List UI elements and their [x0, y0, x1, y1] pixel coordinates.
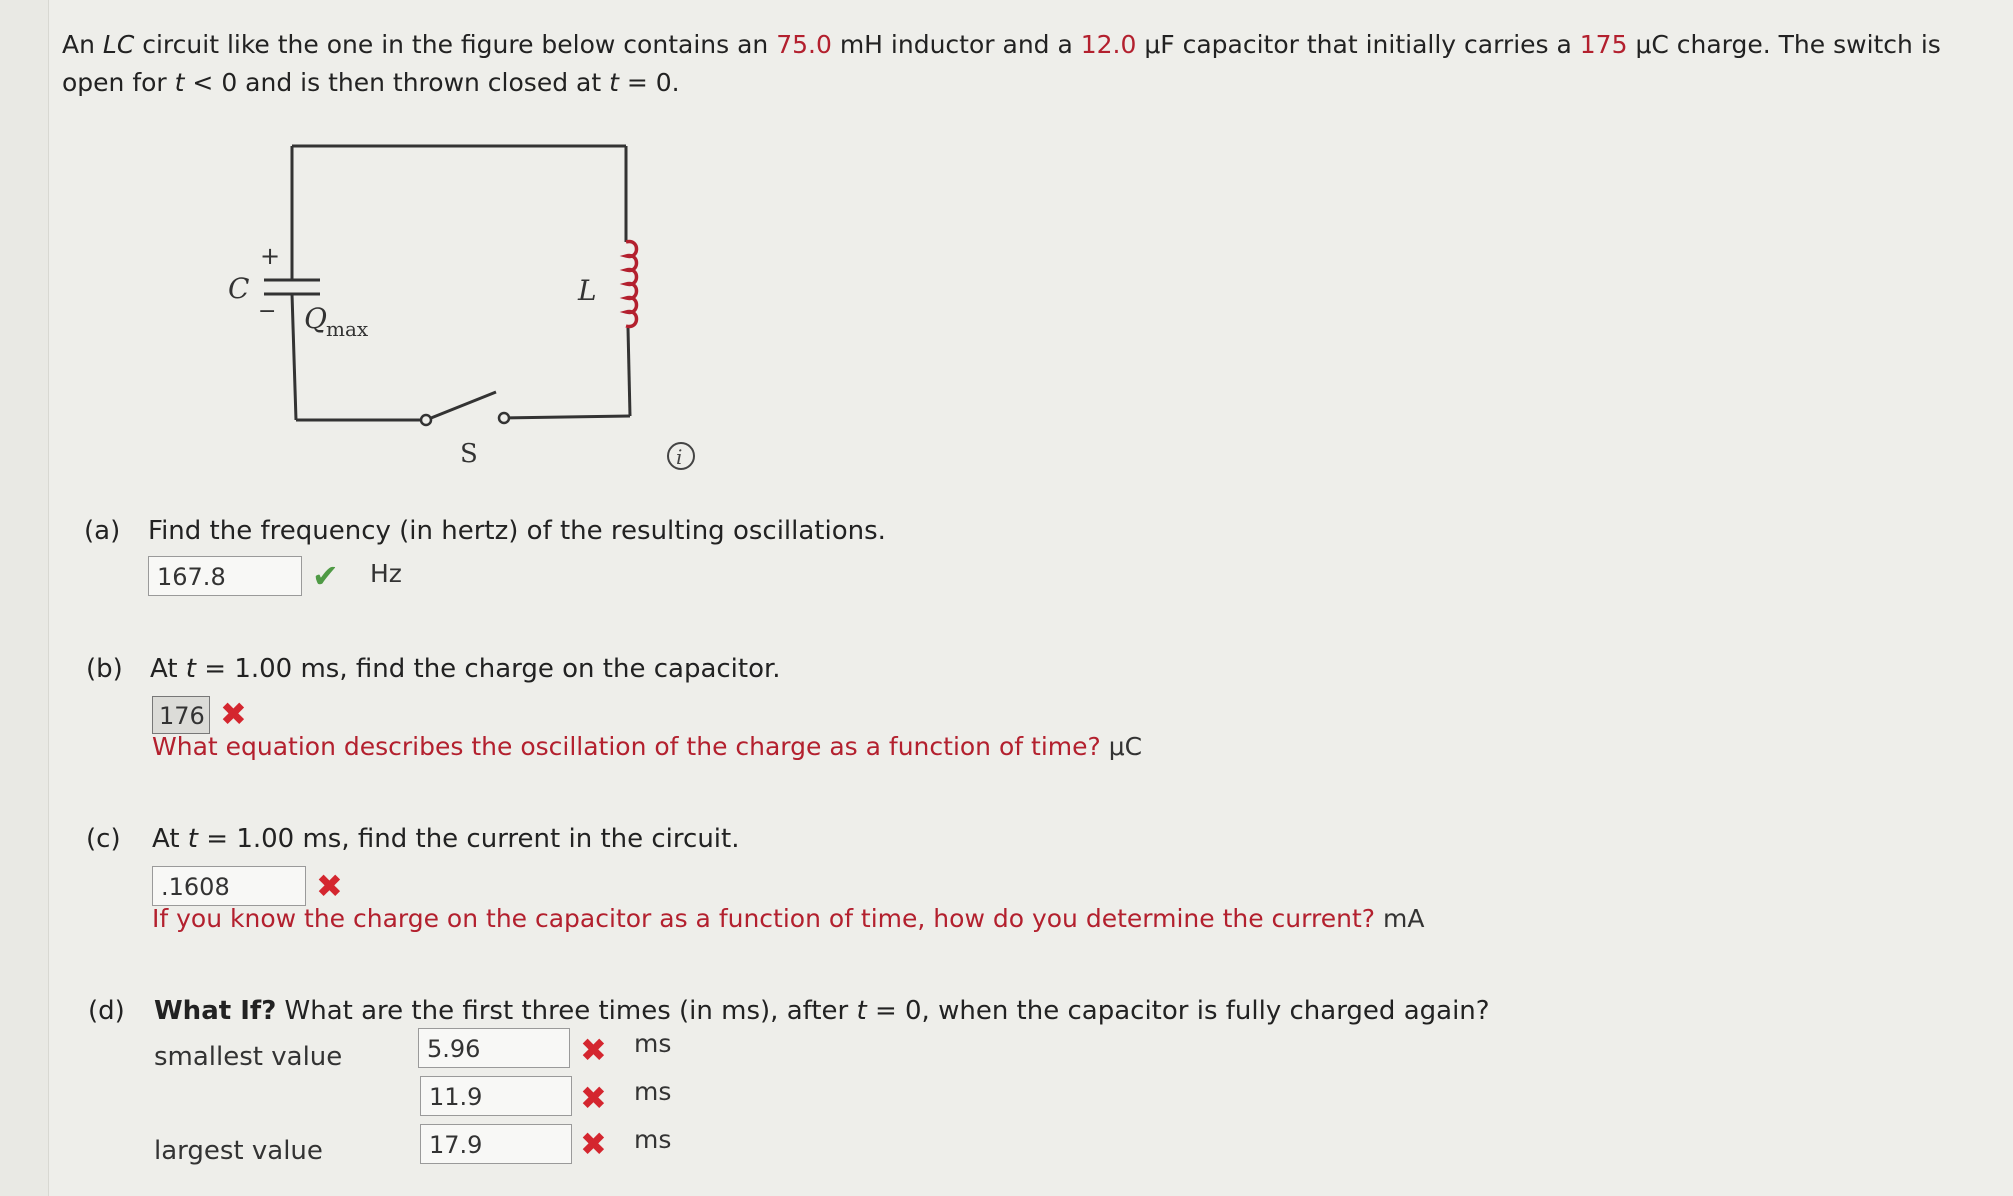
switch-label: S — [460, 439, 478, 469]
part-a-answer-input[interactable]: 167.8 — [148, 556, 302, 596]
minus-sign: − — [258, 299, 277, 324]
info-icon[interactable] — [668, 443, 694, 469]
problem-text: μF capacitor that initially carries a — [1136, 30, 1580, 59]
part-b-hint: What equation describes the oscillation of the charge as a function of time? μC — [152, 732, 1143, 761]
part-d-answer-1[interactable]: 5.96 — [418, 1028, 570, 1068]
part-a-question: Find the frequency (in hertz) of the resulting oscillations. — [148, 516, 886, 546]
problem-t: t — [609, 68, 619, 97]
incorrect-icon: ✖ — [316, 867, 343, 905]
part-d-unit-2: ms — [634, 1077, 672, 1106]
part-c-hint: If you know the charge on the capacitor as a function of time, how do you determine the current? mA — [152, 904, 1425, 933]
qmax-label: Q — [304, 302, 327, 335]
part-d-answer-2[interactable]: 11.9 — [420, 1076, 572, 1116]
row-label-smallest: smallest value — [154, 1042, 343, 1072]
circuit-figure — [220, 132, 700, 492]
charge-value: 175 — [1579, 30, 1628, 59]
part-b-unit: μC — [1108, 732, 1143, 761]
capacitance-value: 12.0 — [1080, 30, 1137, 59]
part-c-answer-input[interactable]: .1608 — [152, 866, 306, 906]
part-b-letter: (b) — [86, 654, 123, 684]
incorrect-icon: ✖ — [580, 1079, 607, 1117]
problem-statement — [62, 26, 1982, 102]
part-c-unit: mA — [1382, 904, 1425, 933]
inductor-label: L — [578, 274, 597, 307]
part-d-unit-3: ms — [634, 1125, 672, 1154]
capacitor-label: C — [228, 272, 250, 305]
part-c-question: At t = 1.00 ms, find the current in the circuit. — [152, 824, 740, 854]
part-a-unit: Hz — [370, 559, 402, 588]
incorrect-icon: ✖ — [220, 695, 247, 733]
qmax-subscript: max — [326, 317, 369, 341]
problem-t: t — [174, 68, 185, 97]
check-icon: ✔ — [312, 557, 339, 595]
problem-text: circuit like the one in the figure below contains an — [134, 30, 777, 59]
incorrect-icon: ✖ — [580, 1031, 607, 1069]
part-b-question: At t = 1.00 ms, find the charge on the capacitor. — [150, 654, 781, 684]
plus-sign: + — [260, 242, 281, 270]
problem-text: = 0. — [618, 68, 680, 97]
row-label-largest: largest value — [154, 1136, 323, 1166]
circuit-diagram — [220, 132, 700, 492]
part-d-question: What If? What are the first three times (in ms), after t = 0, when the capacitor is fully charged again? — [154, 996, 1490, 1026]
part-d-answer-3[interactable]: 17.9 — [420, 1124, 572, 1164]
problem-text: An — [62, 30, 103, 59]
switch-terminal — [421, 415, 431, 425]
part-b-answer-input[interactable]: 176 — [152, 696, 210, 734]
problem-text: < 0 and is then thrown closed at — [184, 68, 610, 97]
svg-text:i: i — [676, 445, 683, 469]
part-c-letter: (c) — [86, 824, 121, 854]
problem-lc: LC — [102, 30, 135, 59]
part-a-letter: (a) — [84, 516, 121, 546]
inductor-coil — [626, 242, 637, 327]
part-d-letter: (d) — [88, 996, 125, 1026]
inductance-value: 75.0 — [776, 30, 832, 59]
switch-terminal — [499, 413, 509, 423]
part-d-unit-1: ms — [634, 1029, 672, 1058]
incorrect-icon: ✖ — [580, 1125, 607, 1163]
problem-text: μC charge. The switch is open for — [62, 30, 1941, 97]
problem-text: mH inductor and a — [831, 30, 1081, 59]
